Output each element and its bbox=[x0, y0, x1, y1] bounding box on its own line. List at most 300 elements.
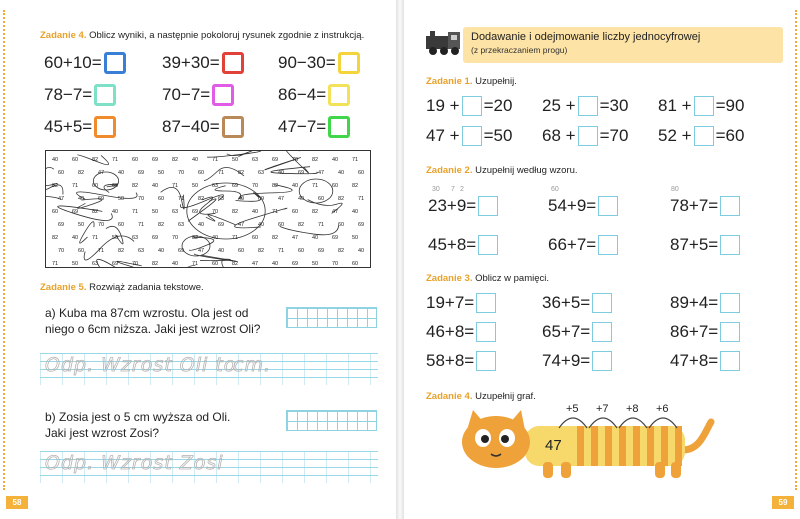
mosaic-number: 82 bbox=[118, 248, 125, 254]
pattern-equation bbox=[428, 196, 500, 216]
answer-color-box[interactable] bbox=[222, 116, 244, 138]
mental-equation bbox=[426, 322, 498, 342]
cat-leg bbox=[671, 462, 681, 478]
mosaic-number: 69 bbox=[292, 261, 299, 267]
section-title-text: Dodawanie i odejmowanie liczby jednocyfrowej bbox=[471, 31, 701, 43]
mosaic-number: 82 bbox=[352, 183, 359, 189]
cat-leg bbox=[543, 462, 553, 478]
mosaic-number: 69 bbox=[318, 248, 325, 254]
fill-equation bbox=[426, 96, 512, 116]
answer-box[interactable] bbox=[592, 293, 612, 313]
mosaic-number: 40 bbox=[278, 170, 285, 176]
cat-graph bbox=[455, 402, 715, 482]
mosaic-number: 82 bbox=[272, 235, 279, 241]
mosaic-number: 40 bbox=[52, 157, 59, 163]
equation-text: 58+8= bbox=[426, 351, 475, 370]
answer-box[interactable] bbox=[598, 235, 618, 255]
mosaic-number: 40 bbox=[358, 248, 365, 254]
mosaic-number: 50 bbox=[232, 157, 239, 163]
answer-box[interactable] bbox=[476, 351, 496, 371]
hint-2: 2 bbox=[460, 186, 464, 193]
mosaic-number: 82 bbox=[152, 261, 159, 267]
mosaic-number: 50 bbox=[158, 170, 165, 176]
mosaic-number: 71 bbox=[352, 157, 359, 163]
task-instruction: Uzupełnij według wzoru. bbox=[475, 165, 578, 176]
problem-a-answer-trace: Odp. Wzrost Oli to bbox=[45, 354, 237, 376]
mosaic-number: 69 bbox=[152, 235, 159, 241]
mosaic-number: 70 bbox=[212, 209, 219, 215]
pattern-equation bbox=[670, 235, 742, 255]
problem-b bbox=[45, 409, 230, 441]
mosaic-number: 60 bbox=[72, 157, 79, 163]
mosaic-number: 50 bbox=[312, 261, 319, 267]
mosaic-number: 60 bbox=[118, 222, 125, 228]
mosaic-number: 50 bbox=[78, 222, 85, 228]
mosaic-number: 47 bbox=[292, 235, 299, 241]
mosaic-number: 82 bbox=[272, 183, 279, 189]
equation-text: 65+7= bbox=[542, 322, 591, 341]
mosaic-number: 40 bbox=[312, 235, 319, 241]
mosaic-number: 82 bbox=[298, 222, 305, 228]
color-equation bbox=[44, 84, 116, 106]
page-number: 59 bbox=[772, 496, 794, 509]
equation-text: 47−7= bbox=[278, 117, 327, 136]
mosaic-number: 70 bbox=[58, 248, 65, 254]
hint-80: 80 bbox=[671, 186, 679, 193]
mosaic-number: 40 bbox=[298, 196, 305, 202]
mosaic-number: 70 bbox=[332, 261, 339, 267]
mosaic-number: 71 bbox=[358, 196, 365, 202]
mosaic-number: 60 bbox=[338, 222, 345, 228]
cat-leg bbox=[561, 462, 571, 478]
mosaic-number: 47 bbox=[252, 261, 259, 267]
mosaic-number: 82 bbox=[52, 235, 59, 241]
mental-equation bbox=[670, 322, 742, 342]
mosaic-number: 47 bbox=[278, 196, 285, 202]
mosaic-number: 69 bbox=[178, 248, 185, 254]
mosaic-number: 50 bbox=[112, 235, 119, 241]
answer-box[interactable] bbox=[720, 322, 740, 342]
graph-step-label: +5 bbox=[566, 403, 579, 415]
pattern-equation bbox=[548, 196, 620, 216]
mosaic-number: 40 bbox=[252, 209, 259, 215]
mosaic-number: 50 bbox=[192, 183, 199, 189]
answer-box[interactable] bbox=[720, 351, 740, 371]
mosaic-number: 71 bbox=[218, 170, 225, 176]
mosaic-number: 70 bbox=[98, 222, 105, 228]
mosaic-number: 82 bbox=[92, 209, 99, 215]
answer-color-box[interactable] bbox=[212, 84, 234, 106]
equation-text: 78−7= bbox=[44, 85, 93, 104]
answer-box[interactable] bbox=[476, 293, 496, 313]
mental-equation bbox=[670, 293, 742, 313]
mosaic-region-line bbox=[58, 206, 113, 221]
mosaic-number: 70 bbox=[132, 261, 139, 267]
pattern-equation bbox=[670, 196, 742, 216]
equation-text: 47+8= bbox=[670, 351, 719, 370]
mosaic-region-line bbox=[76, 192, 137, 199]
mosaic-number: 60 bbox=[132, 157, 139, 163]
mosaic-number: 71 bbox=[172, 183, 179, 189]
answer-box[interactable] bbox=[476, 322, 496, 342]
answer-box[interactable] bbox=[720, 235, 740, 255]
mosaic-number: 82 bbox=[132, 183, 139, 189]
cat-stripe bbox=[605, 426, 612, 466]
answer-box[interactable] bbox=[462, 96, 482, 116]
task-label: Zadanie 1. bbox=[426, 76, 473, 87]
mosaic-number: 40 bbox=[332, 157, 339, 163]
equation-text: 39+30= bbox=[162, 53, 220, 72]
equation-text: 60+10= bbox=[44, 53, 102, 72]
cat-leg bbox=[655, 462, 665, 478]
mosaic-number: 69 bbox=[258, 196, 265, 202]
mosaic-number: 60 bbox=[318, 196, 325, 202]
equation-right: =30 bbox=[599, 96, 629, 115]
mosaic-number: 60 bbox=[78, 248, 85, 254]
equation-left: 68 + bbox=[542, 126, 576, 145]
mosaic-number: 69 bbox=[332, 235, 339, 241]
color-equation bbox=[162, 52, 244, 74]
mental-equation bbox=[426, 351, 498, 371]
mosaic-number: 40 bbox=[338, 170, 345, 176]
equation-left: 47 + bbox=[426, 126, 460, 145]
right-task2-header bbox=[426, 165, 578, 176]
mosaic-number: 60 bbox=[352, 261, 359, 267]
mosaic-number: 82 bbox=[238, 170, 245, 176]
equation-text: 54+9= bbox=[548, 196, 597, 215]
graph-start-value: 47 bbox=[545, 437, 562, 454]
equation-left: 25 + bbox=[542, 96, 576, 115]
task-instruction: Uzupełnij. bbox=[475, 76, 517, 87]
color-equation bbox=[278, 52, 360, 74]
mosaic-number: 71 bbox=[132, 209, 139, 215]
mosaic-number: 82 bbox=[172, 157, 179, 163]
cat-stripe bbox=[633, 426, 640, 466]
mosaic-region-line bbox=[240, 185, 292, 199]
mosaic-number: 60 bbox=[238, 248, 245, 254]
answer-color-box[interactable] bbox=[94, 84, 116, 106]
mosaic-number: 47 bbox=[98, 170, 105, 176]
mosaic-number: 60 bbox=[92, 183, 99, 189]
mosaic-number: 71 bbox=[212, 157, 219, 163]
section-subtitle: (z przekraczaniem progu) bbox=[471, 45, 568, 55]
mosaic-number: 60 bbox=[298, 248, 305, 254]
task-instruction: Oblicz w pamięci. bbox=[475, 273, 550, 284]
mosaic-number: 71 bbox=[232, 235, 239, 241]
color-equation bbox=[162, 116, 244, 138]
pattern-equation bbox=[548, 235, 620, 255]
answer-box[interactable] bbox=[694, 96, 714, 116]
mosaic-number: 63 bbox=[138, 248, 145, 254]
problem-a-line2: niego o 6cm niższa. Jaki jest wzrost Oli? bbox=[45, 322, 261, 336]
answer-box[interactable] bbox=[578, 96, 598, 116]
answer-color-box[interactable] bbox=[338, 52, 360, 74]
mosaic-number: 69 bbox=[112, 261, 119, 267]
train-icon bbox=[424, 30, 464, 56]
mosaic-number: 60 bbox=[332, 183, 339, 189]
equation-text: 36+5= bbox=[542, 293, 591, 312]
mosaic-number: 82 bbox=[258, 248, 265, 254]
equation-text: 87−40= bbox=[162, 117, 220, 136]
mosaic-number: 40 bbox=[118, 170, 125, 176]
mosaic-number: 63 bbox=[258, 170, 265, 176]
problem-b-line1: b) Zosia jest o 5 cm wyższa od Oli. bbox=[45, 410, 231, 424]
mosaic-number: 69 bbox=[358, 222, 365, 228]
problem-b-answer-trace: Odp. Wzrost Zosi bbox=[45, 452, 224, 474]
equation-text: 78+7= bbox=[670, 196, 719, 215]
equation-right: =70 bbox=[599, 126, 629, 145]
mosaic-number: 71 bbox=[192, 261, 199, 267]
task-label: Zadanie 4. bbox=[40, 30, 87, 41]
mosaic-number: 60 bbox=[198, 170, 205, 176]
cat-stripe bbox=[591, 426, 598, 466]
mosaic-number: 69 bbox=[192, 209, 199, 215]
mosaic-number: 82 bbox=[312, 209, 319, 215]
cat-tail-icon bbox=[683, 422, 711, 450]
mosaic-number: 69 bbox=[152, 157, 159, 163]
coloring-mosaic[interactable] bbox=[45, 150, 371, 268]
mental-equation bbox=[670, 351, 742, 371]
mosaic-number: 47 bbox=[238, 222, 245, 228]
mosaic-number: 40 bbox=[218, 248, 225, 254]
mosaic-region-line bbox=[280, 225, 339, 234]
mosaic-number: 40 bbox=[72, 235, 79, 241]
mosaic-number: 71 bbox=[278, 248, 285, 254]
mosaic-number: 82 bbox=[192, 235, 199, 241]
graph-step-label: +6 bbox=[656, 403, 669, 415]
book-gutter bbox=[396, 0, 404, 519]
answer-color-box[interactable] bbox=[328, 84, 350, 106]
mosaic-number: 71 bbox=[98, 248, 105, 254]
mosaic-number: 60 bbox=[252, 235, 259, 241]
task-label: Zadanie 3. bbox=[426, 273, 473, 284]
right-task3-header bbox=[426, 273, 549, 284]
mosaic-number: 71 bbox=[52, 261, 59, 267]
answer-color-box[interactable] bbox=[222, 52, 244, 74]
graph-step-label: +7 bbox=[596, 403, 609, 415]
color-equation bbox=[44, 116, 116, 138]
mosaic-number: 40 bbox=[258, 222, 265, 228]
page-number: 58 bbox=[6, 496, 28, 509]
problem-a-unit-trace: cm. bbox=[233, 354, 271, 376]
hint-30: 30 bbox=[432, 186, 440, 193]
right-task1-header bbox=[426, 76, 517, 87]
mosaic-number: 82 bbox=[198, 196, 205, 202]
answer-color-box[interactable] bbox=[328, 116, 350, 138]
color-equation bbox=[162, 84, 234, 106]
answer-box[interactable] bbox=[694, 126, 714, 146]
task-label: Zadanie 5. bbox=[40, 282, 87, 293]
cat-head-icon bbox=[462, 410, 530, 468]
mosaic-number: 50 bbox=[118, 196, 125, 202]
mosaic-number: 71 bbox=[112, 157, 119, 163]
mosaic-number: 60 bbox=[278, 222, 285, 228]
mosaic-number: 82 bbox=[232, 209, 239, 215]
equation-right: =20 bbox=[483, 96, 513, 115]
mosaic-number: 70 bbox=[292, 157, 299, 163]
cat-stripe bbox=[647, 426, 654, 466]
mosaic-number: 40 bbox=[172, 261, 179, 267]
left-border-dots bbox=[3, 10, 5, 490]
mosaic-number: 40 bbox=[198, 222, 205, 228]
mental-equation bbox=[542, 322, 614, 342]
mosaic-number: 40 bbox=[78, 196, 85, 202]
fill-equation bbox=[426, 126, 512, 146]
equation-text: 45+8= bbox=[428, 235, 477, 254]
equation-right: =90 bbox=[715, 96, 745, 115]
equation-text: 90−30= bbox=[278, 53, 336, 72]
graph-step-label: +8 bbox=[626, 403, 639, 415]
left-page bbox=[0, 0, 396, 519]
mosaic-number: 40 bbox=[152, 183, 159, 189]
left-task4-header bbox=[40, 30, 364, 41]
color-equation bbox=[278, 116, 350, 138]
mosaic-number: 69 bbox=[58, 222, 65, 228]
color-equation bbox=[278, 84, 350, 106]
cat-stripe bbox=[619, 426, 626, 466]
mosaic-number: 60 bbox=[58, 170, 65, 176]
equation-text: 86−4= bbox=[278, 85, 327, 104]
mosaic-number: 63 bbox=[212, 183, 219, 189]
fill-equation bbox=[658, 126, 744, 146]
mosaic-number: 40 bbox=[272, 261, 279, 267]
mosaic-number: 60 bbox=[358, 170, 365, 176]
problem-b-line2: Jaki jest wzrost Zosi? bbox=[45, 426, 160, 440]
task-instruction: Rozwiąż zadania tekstowe. bbox=[89, 282, 204, 293]
mosaic-number: 69 bbox=[112, 183, 119, 189]
equation-text: 74+9= bbox=[542, 351, 591, 370]
mosaic-number: 69 bbox=[298, 170, 305, 176]
problem-b-calc-grid[interactable] bbox=[286, 410, 377, 431]
mosaic-number: 82 bbox=[338, 196, 345, 202]
mosaic-drawing bbox=[46, 151, 371, 268]
task-instruction: Oblicz wyniki, a następnie pokoloruj rysunek zgodnie z instrukcją. bbox=[89, 30, 365, 41]
pattern-equation bbox=[428, 235, 500, 255]
left-task5-header bbox=[40, 282, 204, 293]
mosaic-number: 63 bbox=[172, 209, 179, 215]
answer-box[interactable] bbox=[598, 196, 618, 216]
equation-right: =60 bbox=[715, 126, 745, 145]
answer-box[interactable] bbox=[720, 293, 740, 313]
mosaic-number: 60 bbox=[212, 261, 219, 267]
equation-text: 87+5= bbox=[670, 235, 719, 254]
equation-right: =50 bbox=[483, 126, 513, 145]
mosaic-number: 47 bbox=[58, 196, 65, 202]
task-label: Zadanie 4. bbox=[426, 391, 473, 402]
answer-color-box[interactable] bbox=[94, 116, 116, 138]
mosaic-number: 82 bbox=[158, 222, 165, 228]
equation-left: 81 + bbox=[658, 96, 692, 115]
fill-equation bbox=[542, 96, 628, 116]
mosaic-number: 47 bbox=[332, 209, 339, 215]
answer-box[interactable] bbox=[478, 235, 498, 255]
answer-color-box[interactable] bbox=[104, 52, 126, 74]
mosaic-number: 40 bbox=[192, 157, 199, 163]
mosaic-number: 47 bbox=[318, 170, 325, 176]
answer-box[interactable] bbox=[592, 322, 612, 342]
mosaic-number: 69 bbox=[232, 183, 239, 189]
mental-equation bbox=[542, 351, 614, 371]
mosaic-number: 60 bbox=[292, 209, 299, 215]
mosaic-number: 82 bbox=[92, 157, 99, 163]
equation-text: 45+5= bbox=[44, 117, 93, 136]
mosaic-number: 82 bbox=[312, 157, 319, 163]
mosaic-number: 69 bbox=[138, 170, 145, 176]
mosaic-number: 71 bbox=[318, 222, 325, 228]
mosaic-number: 70 bbox=[252, 183, 259, 189]
hint-60: 60 bbox=[551, 186, 559, 193]
mosaic-number: 50 bbox=[152, 209, 159, 215]
mosaic-number: 40 bbox=[158, 248, 165, 254]
mosaic-number: 71 bbox=[138, 222, 145, 228]
problem-a-calc-grid[interactable] bbox=[286, 307, 377, 328]
mosaic-number: 40 bbox=[352, 209, 359, 215]
mosaic-number: 71 bbox=[92, 235, 99, 241]
color-equation bbox=[44, 52, 126, 74]
mosaic-number: 63 bbox=[92, 261, 99, 267]
fill-equation bbox=[658, 96, 744, 116]
cat-stripe bbox=[661, 426, 668, 466]
section-title bbox=[463, 27, 783, 63]
equation-text: 66+7= bbox=[548, 235, 597, 254]
mosaic-number: 82 bbox=[232, 261, 239, 267]
task-label: Zadanie 2. bbox=[426, 165, 473, 176]
mosaic-number: 40 bbox=[292, 183, 299, 189]
mosaic-number: 69 bbox=[272, 157, 279, 163]
mosaic-number: 69 bbox=[98, 196, 105, 202]
cat-stripe bbox=[675, 426, 682, 466]
equation-left: 19 + bbox=[426, 96, 460, 115]
answer-box[interactable] bbox=[478, 196, 498, 216]
equation-text: 86+7= bbox=[670, 322, 719, 341]
answer-box[interactable] bbox=[592, 351, 612, 371]
mosaic-number: 63 bbox=[132, 235, 139, 241]
mental-equation bbox=[542, 293, 614, 313]
mosaic-number: 69 bbox=[218, 222, 225, 228]
right-border-dots bbox=[795, 10, 797, 490]
problem-a-line1: a) Kuba ma 87cm wzrostu. Ola jest od bbox=[45, 306, 249, 320]
mosaic-number: 70 bbox=[138, 196, 145, 202]
mosaic-number: 40 bbox=[238, 196, 245, 202]
problem-a bbox=[45, 305, 260, 337]
answer-box[interactable] bbox=[720, 196, 740, 216]
mosaic-number: 71 bbox=[72, 183, 79, 189]
mosaic-number: 82 bbox=[338, 248, 345, 254]
mosaic-number: 69 bbox=[72, 209, 79, 215]
equation-text: 19+7= bbox=[426, 293, 475, 312]
cat-stripe bbox=[577, 426, 584, 466]
mosaic-number: 82 bbox=[78, 170, 85, 176]
graph-arrows bbox=[559, 403, 677, 428]
equation-text: 46+8= bbox=[426, 322, 475, 341]
mosaic-number: 40 bbox=[112, 209, 119, 215]
equation-text: 70−7= bbox=[162, 85, 211, 104]
right-task4-header bbox=[426, 391, 536, 402]
mosaic-number: 60 bbox=[52, 209, 59, 215]
mosaic-number: 47 bbox=[198, 248, 205, 254]
mosaic-number: 40 bbox=[212, 235, 219, 241]
mosaic-number: 50 bbox=[352, 235, 359, 241]
hint-7: 7 bbox=[451, 186, 455, 193]
task-instruction: Uzupełnij graf. bbox=[475, 391, 536, 402]
mosaic-number: 71 bbox=[178, 196, 185, 202]
mosaic-number: 60 bbox=[158, 196, 165, 202]
equation-left: 52 + bbox=[658, 126, 692, 145]
answer-box[interactable] bbox=[578, 126, 598, 146]
mosaic-number: 50 bbox=[72, 261, 79, 267]
answer-box[interactable] bbox=[462, 126, 482, 146]
mosaic-number: 63 bbox=[178, 222, 185, 228]
